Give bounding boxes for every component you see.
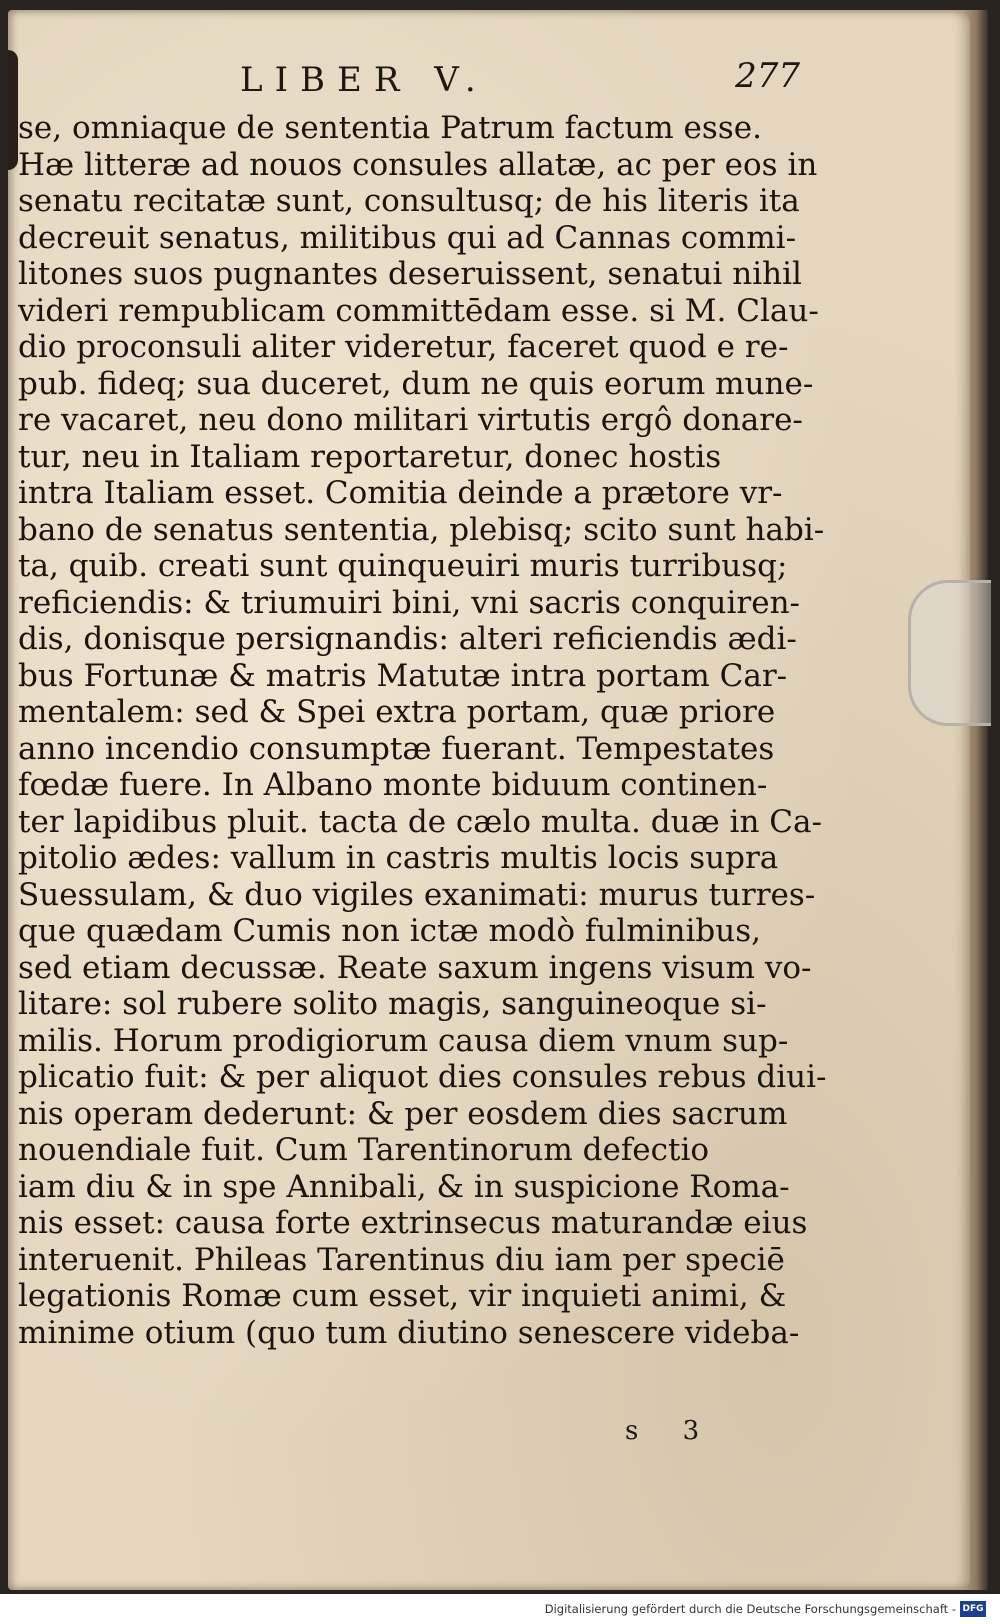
footer: [0, 1598, 1000, 1624]
text-line: legationis Romæ cum esset, vir inquieti animi, &: [18, 1278, 787, 1314]
text-line: fœdæ fuere. In Albano monte biduum continen-: [18, 767, 768, 803]
text-line: decreuit senatus, militibus qui ad Cannas commi-: [18, 219, 797, 256]
text-line: intra Italiam esset. Comitia deinde a prætore vr-: [18, 475, 783, 511]
body-text: [18, 110, 827, 1351]
text-line: mentalem: sed & Spei extra portam, quæ priore: [18, 694, 776, 730]
text-line: bano de senatus sententia, plebisq; scito sunt habi-: [18, 511, 825, 548]
text-line: reficiendis: & triumuiri bini, vni sacris conquiren-: [18, 584, 801, 621]
digitization-credit: Digitalisierung gefördert durch die Deutsche Forschungsgemeinschaft -: [544, 1602, 956, 1616]
text-line: litones suos pugnantes deseruissent, senatui nihil: [18, 256, 802, 292]
text-line: pub. fideq; sua duceret, dum ne quis eorum mune-: [18, 365, 814, 402]
text-line: Suessulam, & duo vigiles exanimati: murus turres-: [18, 876, 816, 913]
text-line: nouendiale fuit. Cum Tarentinorum defectio: [18, 1132, 710, 1168]
text-line: que quædam Cumis non ictæ modò fulminibus,: [18, 913, 762, 949]
text-line: pitolio ædes: vallum in castris multis locis supra: [18, 840, 779, 876]
text-line: senatu recitatæ sunt, consultusq; de his literis ita: [18, 183, 800, 219]
text-line: bus Fortunæ & matris Matutæ intra portam Car-: [18, 657, 788, 694]
dfg-logo: DFG: [960, 1601, 986, 1617]
text-line: re vacaret, neu dono militari virtutis ergô donare-: [18, 402, 803, 438]
text-line: nis operam dederunt: & per eosdem dies sacrum: [18, 1095, 788, 1132]
text-line: se, omniaque de sententia Patrum factum esse.: [18, 110, 762, 146]
page-header: [240, 56, 800, 110]
text-line: ta, quib. creati sunt quinqueuiri muris turribusq;: [18, 548, 788, 584]
text-line: nis esset: causa forte extrinsecus maturandæ eius: [18, 1205, 808, 1241]
text-line: plicatio fuit: & per aliquot dies consules rebus diui-: [18, 1059, 827, 1095]
text-line: minime otium (quo tum diutino senescere videba-: [18, 1314, 800, 1351]
text-line: videri rempublicam committēdam esse. si M. Clau-: [18, 292, 819, 329]
text-line: Hæ litteræ ad nouos consules allatæ, ac per eos in: [18, 146, 818, 183]
running-head: LIBER V.: [240, 60, 488, 100]
text-line: sed etiam decussæ. Reate saxum ingens visum vo-: [18, 949, 812, 986]
signature-mark: s 3: [625, 1416, 718, 1446]
text-line: ter lapidibus pluit. tacta de cælo multa. duæ in Ca-: [18, 803, 822, 840]
text-line: tur, neu in Italiam reportaretur, donec hostis: [18, 438, 722, 475]
text-line: litare: sol rubere solito magis, sanguineoque si-: [18, 986, 767, 1022]
text-line: dio proconsuli aliter videretur, faceret quod e re-: [18, 329, 789, 365]
text-line: dis, donisque persignandis: alteri reficiendis ædi-: [18, 621, 797, 657]
text-line: interuenit. Phileas Tarentinus diu iam per speciē: [18, 1241, 785, 1278]
page-clip: [908, 580, 991, 726]
text-line: milis. Horum prodigiorum causa diem vnum sup-: [18, 1022, 789, 1059]
text-line: iam diu & in spe Annibali, & in suspicione Roma-: [18, 1168, 790, 1205]
folio-number: 277: [735, 56, 800, 96]
text-line: anno incendio consumptæ fuerant. Tempestates: [18, 730, 775, 767]
binding-shadow: [8, 50, 18, 170]
